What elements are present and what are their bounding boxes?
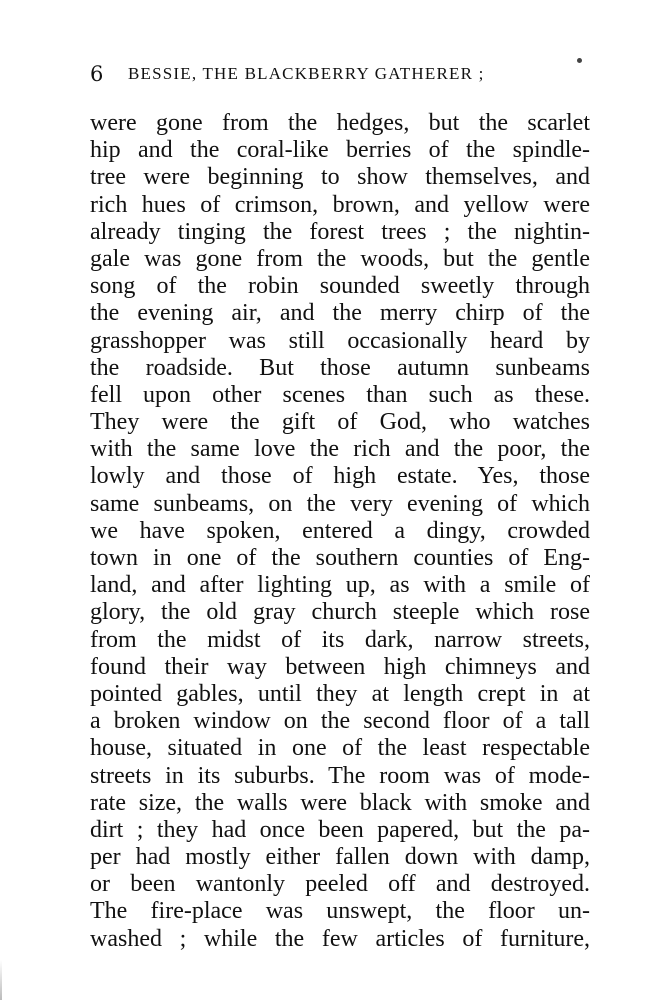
text-line: land, and after lighting up, as with a smile of	[90, 572, 590, 599]
page-number: 6	[90, 62, 104, 86]
running-head	[90, 62, 590, 86]
text-line: house, situated in one of the least respectable	[90, 735, 590, 762]
text-line: hip and the coral-like berries of the spindle-	[90, 137, 590, 164]
text-line: washed ; while the few articles of furniture,	[90, 925, 590, 952]
text-line: They were the gift of God, who watches	[90, 409, 590, 436]
body-text	[90, 110, 590, 953]
text-line: per had mostly either fallen down with damp,	[90, 844, 590, 871]
text-line: gale was gone from the woods, but the gentle	[90, 245, 590, 272]
text-line: tree were beginning to show themselves, and	[90, 164, 590, 191]
text-line: pointed gables, until they at length crept in at	[90, 680, 590, 707]
text-line: rate size, the walls were black with smoke and	[90, 789, 590, 816]
text-line: fell upon other scenes than such as these.	[90, 381, 590, 408]
running-title: BESSIE, THE BLACKBERRY GATHERER ;	[128, 64, 485, 83]
text-line: were gone from the hedges, but the scarlet	[90, 110, 590, 136]
text-line: or been wantonly peeled off and destroyed.	[90, 871, 590, 898]
text-line: town in one of the southern counties of Eng-	[90, 545, 590, 571]
text-line: The fire-place was unswept, the floor un-	[90, 898, 590, 925]
text-line: found their way between high chimneys and	[90, 653, 590, 680]
text-line: a broken window on the second floor of a tall	[90, 708, 590, 735]
text-line: the evening air, and the merry chirp of the	[90, 300, 590, 327]
text-line: song of the robin sounded sweetly through	[90, 273, 590, 300]
page-edge-mark	[0, 960, 2, 1000]
text-line: grasshopper was still occasionally heard by	[90, 327, 590, 354]
text-line: same sunbeams, on the very evening of which	[90, 490, 590, 517]
text-line: already tinging the forest trees ; the nightin-	[90, 218, 590, 245]
text-line: the roadside. But those autumn sunbeams	[90, 354, 590, 381]
text-line: streets in its suburbs. The room was of mode-	[90, 762, 590, 789]
text-line: with the same love the rich and the poor, the	[90, 436, 590, 463]
text-line: dirt ; they had once been papered, but the pa-	[90, 816, 590, 843]
text-line: glory, the old gray church steeple which rose	[90, 599, 590, 626]
text-line: lowly and those of high estate. Yes, those	[90, 463, 590, 490]
text-line: we have spoken, entered a dingy, crowded	[90, 517, 590, 544]
text-line: rich hues of crimson, brown, and yellow were	[90, 191, 590, 218]
ink-speck	[577, 58, 582, 63]
text-line: from the midst of its dark, narrow streets,	[90, 626, 590, 653]
